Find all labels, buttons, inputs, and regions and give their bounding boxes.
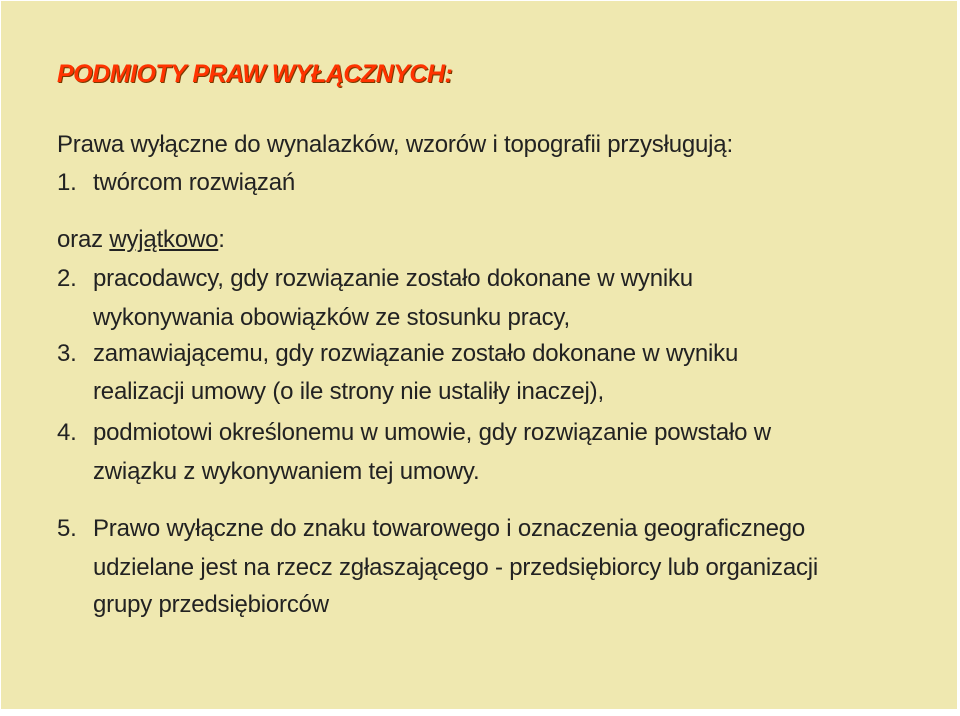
list-item-2-cont: wykonywania obowiązków ze stosunku pracy, <box>93 304 570 331</box>
list-item-number: 3. <box>57 340 77 367</box>
list-item-3 <box>57 340 738 368</box>
list-item-number: 1. <box>57 169 77 196</box>
wyjatkowo-link[interactable]: wyjątkowo <box>109 226 219 253</box>
list-item-5-cont: udzielane jest na rzecz zgłaszającego - przedsiębiorcy lub organizacji <box>93 554 819 581</box>
list-item-2 <box>57 265 693 293</box>
list-item-4 <box>57 419 771 447</box>
list-item-number: 2. <box>57 265 77 292</box>
list-item-number: 4. <box>57 419 77 446</box>
oraz-line <box>57 226 225 254</box>
list-item-3-cont: realizacji umowy (o ile strony nie ustaliły inaczej), <box>93 378 604 405</box>
oraz-suffix: : <box>218 226 225 253</box>
list-item-text: pracodawcy, gdy rozwiązanie zostało dokonane w wyniku <box>93 265 693 292</box>
list-item-text: twórcom rozwiązań <box>93 169 295 196</box>
list-item-text: podmiotowi określonemu w umowie, gdy rozwiązanie powstało w <box>93 419 771 446</box>
oraz-prefix: oraz <box>57 226 110 253</box>
list-item-text: zamawiającemu, gdy rozwiązanie zostało dokonane w wyniku <box>93 340 739 367</box>
list-item-1 <box>57 169 295 197</box>
slide-title: PODMIOTY PRAW WYŁĄCZNYCH: <box>57 60 453 88</box>
list-item-4-cont: związku z wykonywaniem tej umowy. <box>93 458 480 485</box>
list-item-5 <box>57 515 805 543</box>
list-item-5-cont2: grupy przedsiębiorców <box>93 591 329 618</box>
list-item-number: 5. <box>57 515 77 542</box>
list-item-text: Prawo wyłączne do znaku towarowego i oznaczenia geograficznego <box>93 515 806 542</box>
intro-text: Prawa wyłączne do wynalazków, wzorów i topografii przysługują: <box>57 131 733 158</box>
